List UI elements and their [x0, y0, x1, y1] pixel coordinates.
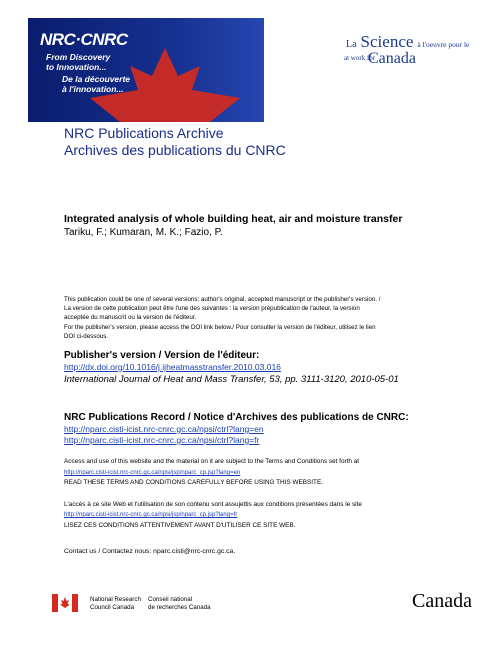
science-at-work-logo: La Science à l'oeuvre pour le at work for Canada [344, 32, 470, 67]
tagline-fr: De la découverte à l'innovation... [62, 74, 131, 94]
publications-record-heading: NRC Publications Record / Notice d'Archives des publications de CNRC: [64, 412, 409, 423]
nrc-cnrc-logo: NRC·CNRC [40, 30, 128, 49]
record-link-fr[interactable]: http://nparc.cisti-icist.nrc-cnrc.gc.ca/npsi/ctrl?lang=fr [64, 435, 260, 445]
terms-read-fr: LISEZ CES CONDITIONS ATTENTIVEMENT AVANT D'UTILISER CE SITE WEB. [64, 522, 296, 529]
canada-flag-icon [52, 594, 78, 612]
tagline-en: From Discovery to Innovation... [46, 52, 111, 72]
footer [52, 590, 472, 628]
journal-citation: International Journal of Heat and Mass Transfer, 53, pp. 3111-3120, 2010-05-01 [64, 374, 399, 385]
article-authors: Tariku, F.; Kumaran, M. K.; Fazio, P. [64, 227, 223, 238]
gov-signature-en: National Research Council Canada [90, 596, 141, 611]
terms-access-fr: L'accès à ce site Web et l'utilisation de son contenu sont assujettis aux conditions présentées dans le site [64, 501, 362, 508]
publisher-version-heading: Publisher's version / Version de l'éditeur: [64, 350, 260, 361]
archive-title: NRC Publications Archive Archives des publications du CNRC [64, 125, 286, 158]
record-link-en[interactable]: http://nparc.cisti-icist.nrc-cnrc.gc.ca/npsi/ctrl?lang=en [64, 424, 264, 434]
doi-link[interactable]: http://dx.doi.org/10.1016/j.ijheatmasstransfer.2010.03.016 [64, 362, 281, 372]
terms-link-fr[interactable]: http://nparc.cisti-icist.nrc-cnrc.gc.ca/npsi/jsp/nparc_cp.jsp?lang=fr [64, 512, 238, 518]
canada-wordmark: Canada [412, 590, 472, 612]
terms-link-en[interactable]: http://nparc.cisti-icist.nrc-cnrc.gc.ca/npsi/jsp/nparc_cp.jsp?lang=en [64, 470, 241, 476]
gov-signature-fr: Conseil national de recherches Canada [148, 596, 211, 611]
version-disclaimer: This publication could be one of several versions: author's original, accepted manuscript or the publisher's version. / La version de cette publication peut être l'une des suivantes : la version prépublication de l'auteur, la version acceptée du manuscrit ou la version de l'éditeur. For the publisher's version, please access the DOI link below./ Pour consulter la version de l'éditeur, utilisez le lien DOI ci-dessous. [64, 296, 381, 340]
terms-read-en: READ THESE TERMS AND CONDITIONS CAREFULLY BEFORE USING THIS WEBSITE. [64, 479, 323, 486]
header-banner [28, 18, 473, 122]
contact-line: Contact us / Contactez nous: nparc.cisti@nrc-cnrc.gc.ca. [64, 548, 236, 555]
article-title: Integrated analysis of whole building heat, air and moisture transfer [64, 213, 403, 225]
terms-access-en: Access and use of this website and the material on it are subject to the Terms and Conditions set forth at [64, 458, 360, 465]
